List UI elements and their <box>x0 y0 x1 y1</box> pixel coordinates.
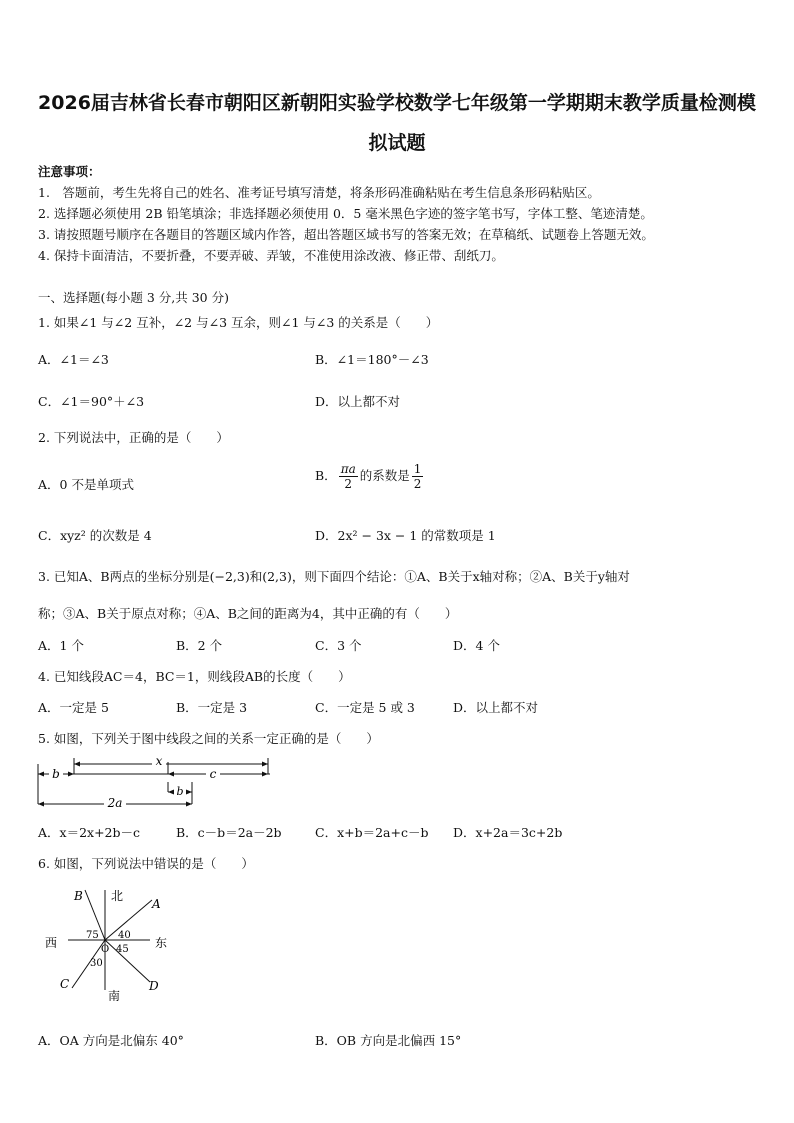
q6-option-b: B．OB 方向是北偏西 15° <box>315 1033 462 1048</box>
q4-option-c: C．一定是 5 或 3 <box>315 700 415 715</box>
q1-stem: 1. 如果∠1 与∠2 互补，∠2 与∠3 互余，则∠1 与∠3 的关系是（ ） <box>38 315 439 330</box>
q2-option-d: D．2x² − 3x − 1 的常数项是 1 <box>315 528 496 543</box>
q6-stem: 6. 如图，下列说法中错误的是（ ） <box>38 856 254 871</box>
page-title-line2: 拟试题 <box>368 132 426 154</box>
q2-frac-numerator: πa <box>340 462 356 476</box>
q2-stem: 2. 下列说法中，正确的是（ ） <box>38 430 229 445</box>
q1-option-c: C．∠1＝90°＋∠3 <box>38 394 145 409</box>
fig6-label-B: B <box>74 889 83 903</box>
q6-option-a: A．OA 方向是北偏东 40° <box>38 1033 184 1048</box>
q5-stem: 5. 如图，下列关于图中线段之间的关系一定正确的是（ ） <box>38 731 379 746</box>
q3-option-a: A．1 个 <box>38 638 84 653</box>
notice-item-4: 4. 保持卡面清洁，不要折叠，不要弄破、弄皱，不准使用涂改液、修正带、刮纸刀。 <box>38 248 504 263</box>
q4-stem: 4. 已知线段AC＝4，BC＝1，则线段AB的长度（ ） <box>38 669 351 684</box>
section-heading: 一、选择题(每小题 3 分,共 30 分) <box>38 290 229 305</box>
q2-option-b-mid: 的系数是 <box>359 468 410 483</box>
q2-frac2-numerator: 1 <box>413 462 422 476</box>
q2-option-c: C．xyz² 的次数是 4 <box>38 528 152 543</box>
q2-option-b-prefix: B． <box>315 468 337 483</box>
fig6-label-west: 西 <box>45 936 58 950</box>
fig6-angle-40: 40 <box>118 930 131 941</box>
q2-option-a: A．0 不是单项式 <box>38 477 134 492</box>
notice-item-1: 1. 答题前，考生先将自己的姓名、准考证号填写清楚，将条形码准确粘贴在考生信息条形码粘贴区。 <box>38 185 600 200</box>
q2-option-b <box>315 462 425 491</box>
page-title-line1: 2026届吉林省长春市朝阳区新朝阳实验学校数学七年级第一学期期末教学质量检测模 <box>38 92 756 114</box>
q2-frac-denominator: 2 <box>344 477 353 491</box>
q5-option-d: D．x+2a＝3c+2b <box>453 825 563 840</box>
q5-option-b: B．c－b＝2a－2b <box>176 825 282 840</box>
fig6-angle-75: 75 <box>86 930 99 941</box>
notice-heading: 注意事项： <box>38 164 101 179</box>
q3-line1: 3. 已知A、B两点的坐标分别是(−2,3)和(2,3)，则下面四个结论：①A、B关于x轴对称；②A、B关于y轴对 <box>38 569 630 584</box>
fig5-label-c: c <box>209 767 217 781</box>
fig6-angle-30: 30 <box>90 958 103 969</box>
q2-fraction-one-half <box>412 462 424 491</box>
fig5-label-2a: 2a <box>107 796 123 808</box>
q1-option-d: D．以上都不对 <box>315 394 401 409</box>
fig6-label-north: 北 <box>111 889 124 903</box>
notice-item-2: 2. 选择题必须使用 2B 铅笔填涂；非选择题必须使用 0．5 毫米黑色字迹的签字笔书写，字体工整、笔迹清楚。 <box>38 206 653 221</box>
fig6-label-south: 南 <box>108 989 121 1003</box>
fig6-label-D: D <box>149 979 159 993</box>
fig6-label-A: A <box>152 897 161 911</box>
fig5-label-x: x <box>155 754 163 768</box>
q1-option-a: A．∠1＝∠3 <box>38 352 109 367</box>
q3-option-c: C．3 个 <box>315 638 362 653</box>
q5-option-a: A．x＝2x+2b－c <box>38 825 141 840</box>
q5-option-c: C．x+b＝2a+c－b <box>315 825 429 840</box>
fig5-label-b: b <box>52 767 60 781</box>
fig6-label-O: O <box>101 944 110 955</box>
fig5-label-b2: b <box>176 785 184 798</box>
q1-option-b: B．∠1＝180°－∠3 <box>315 352 429 367</box>
q3-option-d: D．4 个 <box>453 638 500 653</box>
q4-option-a: A．一定是 5 <box>38 700 109 715</box>
fig6-label-C: C <box>60 977 70 991</box>
fig6-label-east: 东 <box>155 936 168 950</box>
q4-option-b: B．一定是 3 <box>176 700 248 715</box>
notice-item-3: 3. 请按照题号顺序在各题目的答题区域内作答，超出答题区域书写的答案无效；在草稿纸、试题卷上答题无效。 <box>38 227 654 242</box>
q4-option-d: D．以上都不对 <box>453 700 539 715</box>
q2-frac2-denominator: 2 <box>413 477 422 491</box>
q6-direction-figure <box>40 880 180 1005</box>
q5-segment-figure <box>34 752 274 808</box>
q2-fraction-pi-a-over-2 <box>339 462 358 491</box>
q3-option-b: B．2 个 <box>176 638 223 653</box>
fig6-angle-45: 45 <box>116 944 129 955</box>
q3-line2: 称；③A、B关于原点对称；④A、B之间的距离为4，其中正确的有（ ） <box>38 606 458 621</box>
